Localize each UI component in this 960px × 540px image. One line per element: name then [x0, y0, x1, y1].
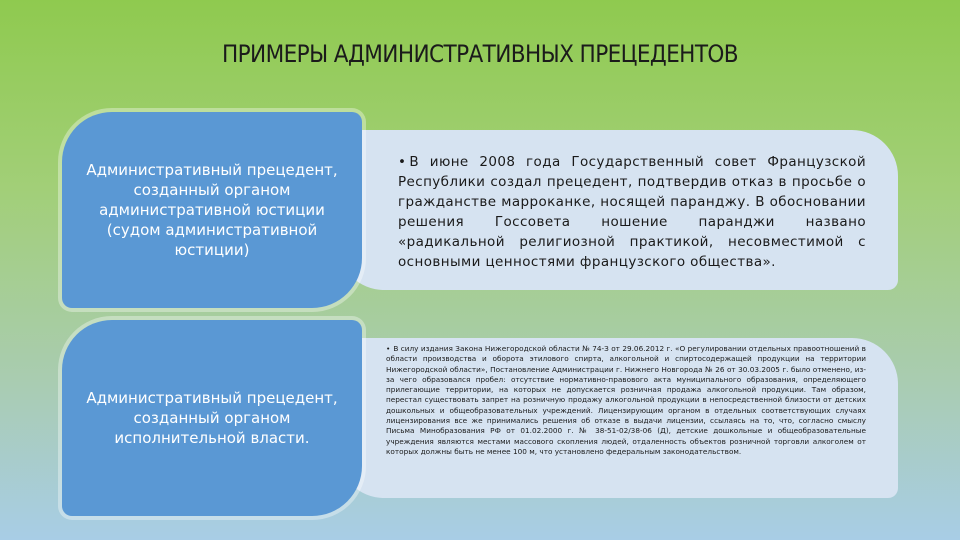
- bullet-marker: •: [398, 154, 407, 170]
- example-text-court: [398, 152, 866, 272]
- example-panel-court: [338, 130, 898, 290]
- example-panel-executive: [338, 338, 898, 498]
- category-label-executive: Административный прецедент, созданный органом исполнительной власти.: [86, 389, 338, 447]
- category-label-court: Административный прецедент, созданный органом административной юстиции (судом административной юстиции): [86, 161, 338, 259]
- example-body-executive: В силу издания Закона Нижегородской области № 74-З от 29.06.2012 г. «О регулировании отдельных правоотношений в области производства и оборота этилового спирта, алкогольной и спиртосодержащей продукции на территории Нижегородской области», Постановление Администрации г. Нижнего Новгорода № 26 от 30.03.2005 г. было отменено, из-за чего образовался пробел: отсутствие нормативно-правового акта муниципального образования, определяющего прилегающие территории, на которых не допускается розничная продажа алкогольной продукции. Там образом, перестал существовать запрет на розничную продажу алкогольной продукции в непосредственной близости от детских дошкольных и общеобразовательных учреждений. Лицензирующим органом в отдельных соответствующих случаях лицензирования все же принимались решения об отказе в выдачи лицензии, ссылаясь на то, что, согласно смыслу Письма Минобразования РФ от 01.02.2000 г. № 38-51-02/38-06 (Д), детские дошкольные и общеобразовательные учреждения являются местами массового скопления людей, отдаленность объектов розничной торговли алкоголем от которых должны быть не менее 100 м, что установлено федеральным законодательством.: [386, 344, 866, 456]
- example-text-executive: [386, 344, 866, 457]
- category-tile-executive: [62, 320, 362, 516]
- slide-title: ПРИМЕРЫ АДМИНИСТРАТИВНЫХ ПРЕЦЕДЕНТОВ: [221, 40, 739, 68]
- category-tile-court: [62, 112, 362, 308]
- bullet-marker: •: [386, 344, 391, 353]
- example-body-court: В июне 2008 года Государственный совет Французской Республики создал прецедент, подтвердив отказ в просьбе о гражданстве марроканке, носящей паранджу. В обосновании решения Госсовета ношение паранджи названо «радикальной религиозной практикой, несовместимой с основными ценностями французского общества».: [398, 154, 866, 270]
